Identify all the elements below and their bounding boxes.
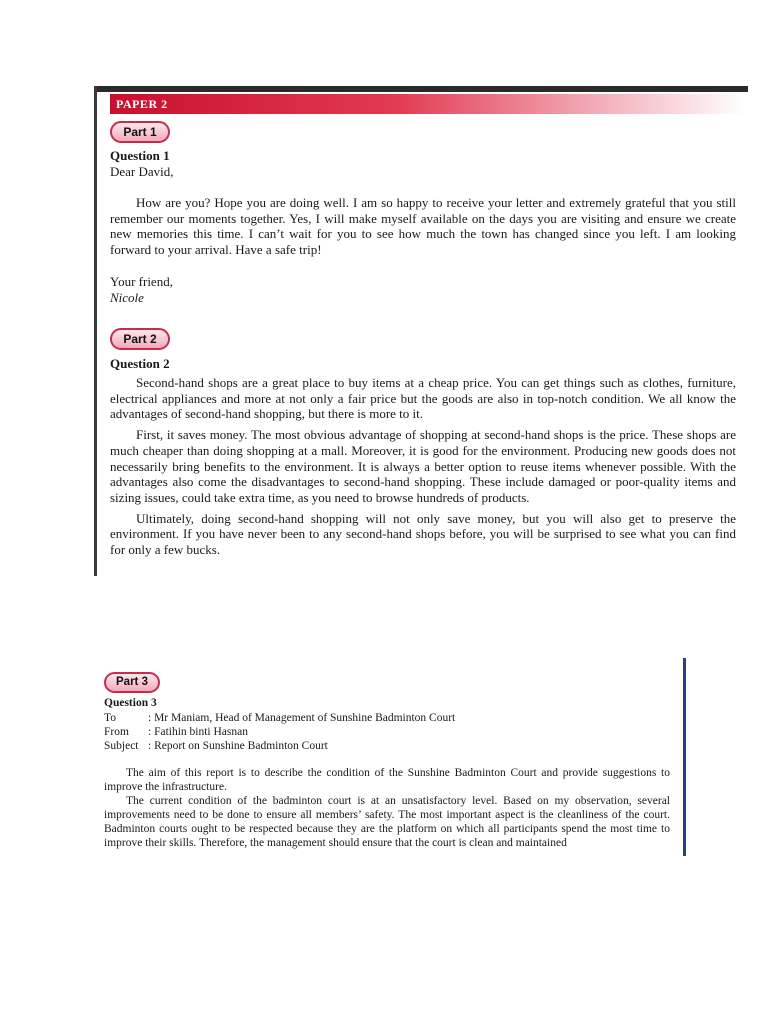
letter-closing: Your friend,	[110, 274, 173, 289]
memo-subject-row	[104, 739, 328, 753]
question-2-title: Question 2	[110, 356, 170, 371]
report-body	[104, 766, 670, 851]
memo-from-value: : Fatihin binti Hasnan	[148, 726, 248, 738]
memo-subject-label: Subject	[104, 740, 139, 752]
letter-signature: Nicole	[110, 290, 144, 305]
memo-from-label: From	[104, 726, 129, 738]
scan-border-left	[94, 86, 97, 576]
part-2-badge: Part 2	[110, 328, 170, 350]
memo-to-row	[104, 711, 455, 725]
memo-subject-value: : Report on Sunshine Badminton Court	[148, 740, 328, 752]
letter-body	[110, 195, 736, 258]
question-1-title: Question 1	[110, 148, 170, 163]
article-paragraph: First, it saves money. The most obvious advantage of shopping at second-hand shops is the price. These shops are much cheaper than doing shopping at a mall. Moreover, it is good for the environment. Producing new goods does not necessarily bring benefits to the environment. It is always a better option to reuse items whenever possible. With the advantages also come the disadvantages to second-hand shopping. These include damaged or poor-quality items and sizing issues, could take extra time, as you need to browse hundreds of products.	[110, 427, 736, 505]
question-3-title: Question 3	[104, 697, 157, 709]
memo-from-row	[104, 725, 248, 739]
article-paragraph: Ultimately, doing second-hand shopping will not only save money, but you will also get to preserve the environment. If you have never been to any second-hand shops before, you will be surprised to see what you can find for only a few bucks.	[110, 510, 736, 558]
memo-to-label: To	[104, 712, 116, 724]
report-paragraph: The aim of this report is to describe the condition of the Sunshine Badminton Court and provide suggestions to improve the infrastructure.	[104, 767, 670, 794]
report-paragraph: The current condition of the badminton court is at an unsatisfactory level. Based on my observation, several improvements need to be done to ensure all members’ safety. The most important aspect is the cleanliness of the court. Badminton courts ought to be respected because they are the platform on which all participants spend the most time to improve their skills. Therefore, the management should ensure that the court is clean and maintained	[104, 795, 670, 850]
paper-banner: PAPER 2	[110, 94, 745, 114]
scan-page-2	[92, 656, 686, 860]
scan-page-1	[94, 86, 748, 576]
letter-paragraph: How are you? Hope you are doing well. I am so happy to receive your letter and extremely grateful that you still remember our moments together. Yes, I will make myself available on the days you are visiting and ensure we create new memories this time. I can’t wait for you to see how much the town has changed since you left. I am looking forward to your arrival. Have a safe trip!	[110, 195, 736, 258]
article-body	[110, 375, 736, 558]
scan-border-top	[94, 86, 748, 92]
letter-salutation: Dear David,	[110, 164, 174, 179]
article-paragraph: Second-hand shops are a great place to buy items at a cheap price. You can get things such as clothes, furniture, electrical appliances and more at not only a fair price but the goods are also in top-notch condition. We all know the advantages of second-hand shopping, but there is more to it.	[110, 375, 736, 422]
memo-to-value: : Mr Maniam, Head of Management of Sunshine Badminton Court	[148, 712, 456, 724]
part-1-badge: Part 1	[110, 121, 170, 143]
scan-border-right	[683, 658, 686, 856]
part-3-badge: Part 3	[104, 672, 160, 693]
